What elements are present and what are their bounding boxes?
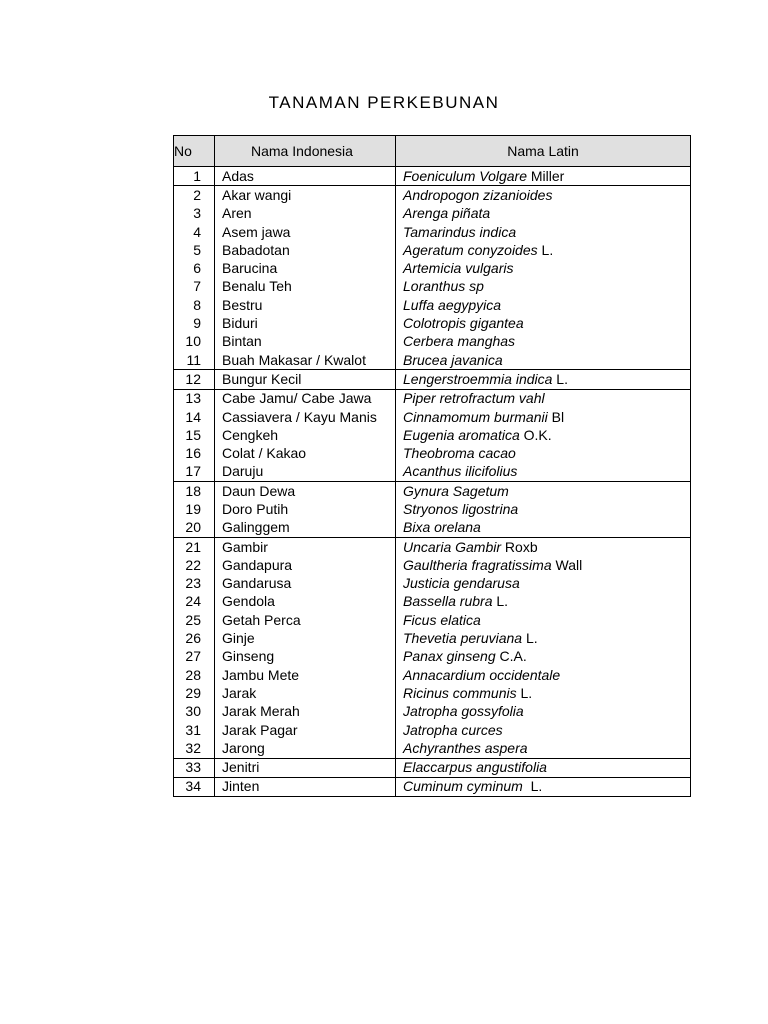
table-row — [174, 777, 691, 796]
cell-nama-latin — [396, 758, 691, 777]
cell-no: 17 — [174, 463, 215, 482]
cell-no: 24 — [174, 593, 215, 611]
cell-no: 14 — [174, 408, 215, 426]
cell-nama-indonesia: Aren — [215, 205, 396, 223]
cell-nama-latin — [396, 519, 691, 538]
latin-species-name: Bassella rubra — [403, 593, 493, 610]
cell-no: 29 — [174, 684, 215, 702]
latin-species-name: Colotropis gigantea — [403, 315, 524, 332]
latin-species-name: Jatropha gossyfolia — [403, 703, 524, 720]
table-row — [174, 758, 691, 777]
cell-no: 13 — [174, 389, 215, 408]
cell-no: 20 — [174, 519, 215, 538]
latin-species-name: Gaultheria fragratissima — [403, 556, 552, 573]
table-row — [174, 500, 691, 518]
latin-species-name: Bixa orelana — [403, 519, 481, 536]
cell-nama-latin — [396, 575, 691, 593]
cell-nama-indonesia: Jenitri — [215, 758, 396, 777]
cell-no: 32 — [174, 739, 215, 758]
cell-no: 21 — [174, 537, 215, 556]
latin-species-name: Cinnamomum burmanii — [403, 408, 548, 425]
cell-nama-latin — [396, 296, 691, 314]
cell-no: 28 — [174, 666, 215, 684]
cell-nama-indonesia: Asem jawa — [215, 223, 396, 241]
latin-species-name: Eugenia aromatica — [403, 426, 520, 443]
cell-nama-latin — [396, 537, 691, 556]
cell-nama-indonesia: Benalu Teh — [215, 278, 396, 296]
cell-nama-indonesia: Gandarusa — [215, 575, 396, 593]
latin-author: Miller — [527, 167, 565, 184]
cell-no: 22 — [174, 556, 215, 574]
cell-nama-indonesia: Bungur Kecil — [215, 370, 396, 389]
cell-nama-indonesia: Gandapura — [215, 556, 396, 574]
latin-species-name: Andropogon zizanioides — [403, 186, 553, 203]
latin-species-name: Cuminum cyminum — [403, 778, 523, 795]
table-row — [174, 223, 691, 241]
cell-nama-latin — [396, 444, 691, 462]
table-row — [174, 739, 691, 758]
latin-author: L. — [522, 630, 538, 647]
cell-no: 1 — [174, 167, 215, 186]
cell-no: 11 — [174, 351, 215, 370]
cell-no: 5 — [174, 241, 215, 259]
cell-nama-indonesia: Daun Dewa — [215, 482, 396, 501]
cell-no: 8 — [174, 296, 215, 314]
latin-species-name: Artemicia vulgaris — [403, 260, 514, 277]
cell-nama-indonesia: Jinten — [215, 777, 396, 796]
cell-nama-latin — [396, 186, 691, 205]
cell-nama-indonesia: Cengkeh — [215, 426, 396, 444]
latin-species-name: Ficus elatica — [403, 611, 481, 628]
cell-no: 4 — [174, 223, 215, 241]
latin-species-name: Cerbera manghas — [403, 333, 516, 350]
latin-species-name: Ricinus communis — [403, 684, 517, 701]
cell-nama-indonesia: Galinggem — [215, 519, 396, 538]
cell-no: 26 — [174, 629, 215, 647]
cell-no: 23 — [174, 575, 215, 593]
latin-species-name: Panax ginseng — [403, 648, 496, 665]
table-row — [174, 684, 691, 702]
cell-nama-latin — [396, 314, 691, 332]
table-body — [174, 167, 691, 797]
table-row — [174, 629, 691, 647]
table-row — [174, 314, 691, 332]
page-title: TANAMAN PERKEBUNAN — [268, 93, 500, 112]
table-row — [174, 666, 691, 684]
cell-nama-indonesia: Colat / Kakao — [215, 444, 396, 462]
cell-nama-latin — [396, 777, 691, 796]
cell-no: 30 — [174, 703, 215, 721]
cell-no: 2 — [174, 186, 215, 205]
cell-nama-latin — [396, 463, 691, 482]
cell-nama-latin — [396, 482, 691, 501]
cell-nama-latin — [396, 408, 691, 426]
table-row — [174, 296, 691, 314]
latin-species-name: Thevetia peruviana — [403, 630, 523, 647]
table-row — [174, 333, 691, 351]
latin-species-name: Tamarindus indica — [403, 223, 517, 240]
table-row — [174, 611, 691, 629]
latin-author: L. — [516, 684, 533, 701]
cell-nama-latin — [396, 278, 691, 296]
latin-species-name: Elaccarpus angustifolia — [403, 759, 547, 776]
cell-nama-latin — [396, 167, 691, 186]
cell-nama-latin — [396, 205, 691, 223]
cell-nama-latin — [396, 370, 691, 389]
table-row — [174, 463, 691, 482]
latin-species-name: Foeniculum Volgare — [403, 167, 527, 184]
cell-nama-indonesia: Bintan — [215, 333, 396, 351]
cell-nama-indonesia: Getah Perca — [215, 611, 396, 629]
cell-no: 7 — [174, 278, 215, 296]
cell-nama-latin — [396, 666, 691, 684]
cell-nama-indonesia: Adas — [215, 167, 396, 186]
cell-nama-latin — [396, 703, 691, 721]
cell-nama-latin — [396, 500, 691, 518]
cell-nama-indonesia: Cassiavera / Kayu Manis — [215, 408, 396, 426]
table-row — [174, 482, 691, 501]
latin-species-name: Acanthus ilicifolius — [403, 463, 518, 480]
cell-nama-latin — [396, 223, 691, 241]
table-row — [174, 278, 691, 296]
latin-species-name: Ageratum conyzoides — [403, 241, 538, 258]
cell-no: 19 — [174, 500, 215, 518]
cell-nama-latin — [396, 721, 691, 739]
latin-species-name: Loranthus sp — [403, 278, 484, 295]
table-header-row — [174, 136, 691, 167]
latin-species-name: Annacardium occidentale — [403, 666, 561, 683]
latin-author: L. — [537, 241, 554, 258]
cell-nama-latin — [396, 739, 691, 758]
cell-no: 25 — [174, 611, 215, 629]
cell-nama-latin — [396, 648, 691, 666]
cell-nama-indonesia: Ginseng — [215, 648, 396, 666]
cell-nama-indonesia: Akar wangi — [215, 186, 396, 205]
latin-species-name: Achyranthes aspera — [403, 739, 528, 756]
latin-author: L. — [492, 593, 509, 610]
cell-no: 16 — [174, 444, 215, 462]
table-row — [174, 241, 691, 259]
latin-species-name: Lengerstroemmia indica — [403, 370, 553, 387]
cell-nama-indonesia: Jarong — [215, 739, 396, 758]
latin-author: L. — [522, 778, 543, 795]
table-row — [174, 575, 691, 593]
header-nama-indonesia: Nama Indonesia — [215, 136, 396, 167]
latin-species-name: Luffa aegypyica — [403, 296, 502, 313]
cell-nama-latin — [396, 426, 691, 444]
cell-nama-indonesia: Ginje — [215, 629, 396, 647]
table-row — [174, 648, 691, 666]
cell-no: 10 — [174, 333, 215, 351]
cell-nama-indonesia: Babadotan — [215, 241, 396, 259]
cell-nama-latin — [396, 351, 691, 370]
cell-nama-indonesia: Daruju — [215, 463, 396, 482]
cell-no: 33 — [174, 758, 215, 777]
cell-nama-latin — [396, 556, 691, 574]
table-row — [174, 186, 691, 205]
table-row — [174, 556, 691, 574]
latin-author: C.A. — [495, 648, 527, 665]
table-row — [174, 703, 691, 721]
table-row — [174, 370, 691, 389]
table-row — [174, 389, 691, 408]
cell-nama-latin — [396, 684, 691, 702]
cell-nama-latin — [396, 593, 691, 611]
cell-no: 34 — [174, 777, 215, 796]
cell-nama-indonesia: Jarak — [215, 684, 396, 702]
cell-no: 12 — [174, 370, 215, 389]
plant-table — [173, 135, 691, 797]
cell-nama-indonesia: Cabe Jamu/ Cabe Jawa — [215, 389, 396, 408]
header-nama-latin: Nama Latin — [396, 136, 691, 167]
latin-species-name: Jatropha curces — [403, 721, 503, 738]
cell-no: 3 — [174, 205, 215, 223]
cell-no: 9 — [174, 314, 215, 332]
table-row — [174, 259, 691, 277]
cell-nama-indonesia: Barucina — [215, 259, 396, 277]
latin-author: O.K. — [519, 426, 552, 443]
table-row — [174, 205, 691, 223]
latin-species-name: Theobroma cacao — [403, 445, 516, 462]
cell-nama-indonesia: Jarak Pagar — [215, 721, 396, 739]
cell-nama-latin — [396, 259, 691, 277]
cell-nama-indonesia: Gambir — [215, 537, 396, 556]
latin-author: Bl — [547, 408, 565, 425]
cell-no: 15 — [174, 426, 215, 444]
latin-species-name: Stryonos ligostrina — [403, 500, 519, 517]
latin-species-name: Brucea javanica — [403, 351, 503, 368]
cell-nama-indonesia: Jarak Merah — [215, 703, 396, 721]
cell-nama-latin — [396, 611, 691, 629]
cell-nama-latin — [396, 629, 691, 647]
cell-nama-indonesia: Bestru — [215, 296, 396, 314]
table-row — [174, 593, 691, 611]
table-row — [174, 426, 691, 444]
latin-species-name: Arenga piñata — [403, 205, 491, 222]
cell-nama-latin — [396, 333, 691, 351]
cell-no: 18 — [174, 482, 215, 501]
cell-nama-indonesia: Biduri — [215, 314, 396, 332]
table-row — [174, 519, 691, 538]
cell-nama-indonesia: Buah Makasar / Kwalot — [215, 351, 396, 370]
latin-author: L. — [552, 370, 568, 387]
cell-nama-indonesia: Doro Putih — [215, 500, 396, 518]
cell-nama-indonesia: Jambu Mete — [215, 666, 396, 684]
latin-author: Wall — [551, 556, 583, 573]
table-row — [174, 351, 691, 370]
cell-no: 6 — [174, 259, 215, 277]
latin-species-name: Piper retrofractum vahl — [403, 390, 545, 407]
table-row — [174, 537, 691, 556]
header-no: No — [174, 136, 215, 167]
table-row — [174, 444, 691, 462]
latin-author: Roxb — [501, 538, 538, 555]
table-row — [174, 167, 691, 186]
table-row — [174, 721, 691, 739]
cell-nama-latin — [396, 389, 691, 408]
latin-species-name: Gynura Sagetum — [403, 482, 509, 499]
cell-no: 31 — [174, 721, 215, 739]
cell-nama-latin — [396, 241, 691, 259]
cell-no: 27 — [174, 648, 215, 666]
table-row — [174, 408, 691, 426]
latin-species-name: Justicia gendarusa — [403, 575, 520, 592]
latin-species-name: Uncaria Gambir — [403, 538, 502, 555]
cell-nama-indonesia: Gendola — [215, 593, 396, 611]
